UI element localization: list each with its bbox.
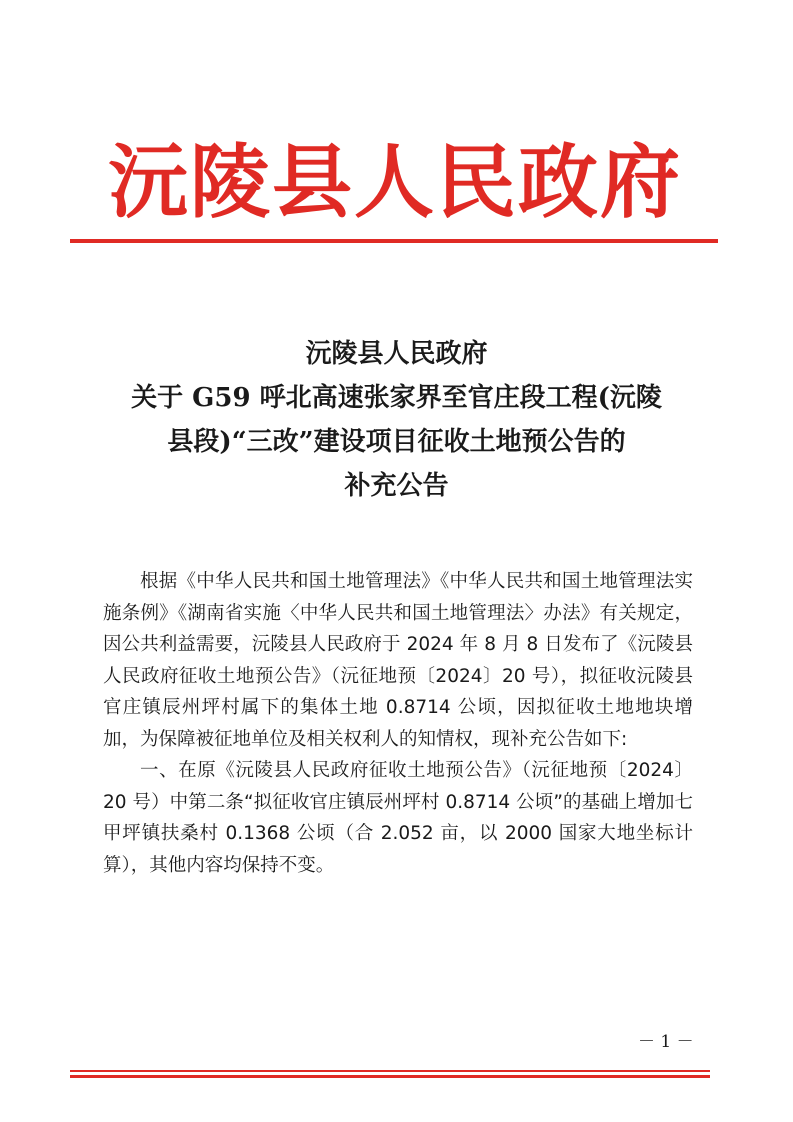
issuer-masthead: 沅陵县人民政府: [108, 135, 682, 229]
header-red-rule: [70, 239, 718, 243]
body-paragraph-item-1: 一、在原《沅陵县人民政府征收土地预公告》（沅征地预〔2024〕20 号）中第二条“拟征收官庄镇辰州坪村 0.8714 公顷”的基础上增加七甲坪镇扶桑村 0.1368 公顷（合 2.052 亩，以 2000 国家大地坐标计算），其他内容均保持不变。: [103, 760, 693, 876]
title-line-1: 沅陵县人民政府: [305, 339, 488, 369]
title-line-3: 县段)“三改”建设项目征收土地预公告的: [167, 427, 626, 457]
footer-red-rule-thick: [70, 1075, 710, 1078]
footer-red-rule-thin: [70, 1070, 710, 1072]
document-title: [90, 332, 703, 508]
title-line-4: 补充公告: [344, 471, 449, 501]
body-paragraph-intro: 根据《中华人民共和国土地管理法》《中华人民共和国土地管理法实施条例》《湖南省实施〈中华人民共和国土地管理法〉办法》有关规定，因公共利益需要，沅陵县人民政府于 2024 年 8 月 8 日发布了《沅陵县人民政府征收土地预公告》（沅征地预〔2024〕20 号），拟征收沅陵县官庄镇辰州坪村属下的集体土地 0.8714 公顷，因拟征收土地地块增加，为保障被征地单位及相关权利人的知情权，现补充公告如下:: [103, 571, 693, 750]
document-body: [103, 566, 693, 881]
title-line-2: 关于 G59 呼北高速张家界至官庄段工程(沅陵: [131, 383, 662, 413]
page-number: － 1 －: [638, 1032, 694, 1052]
